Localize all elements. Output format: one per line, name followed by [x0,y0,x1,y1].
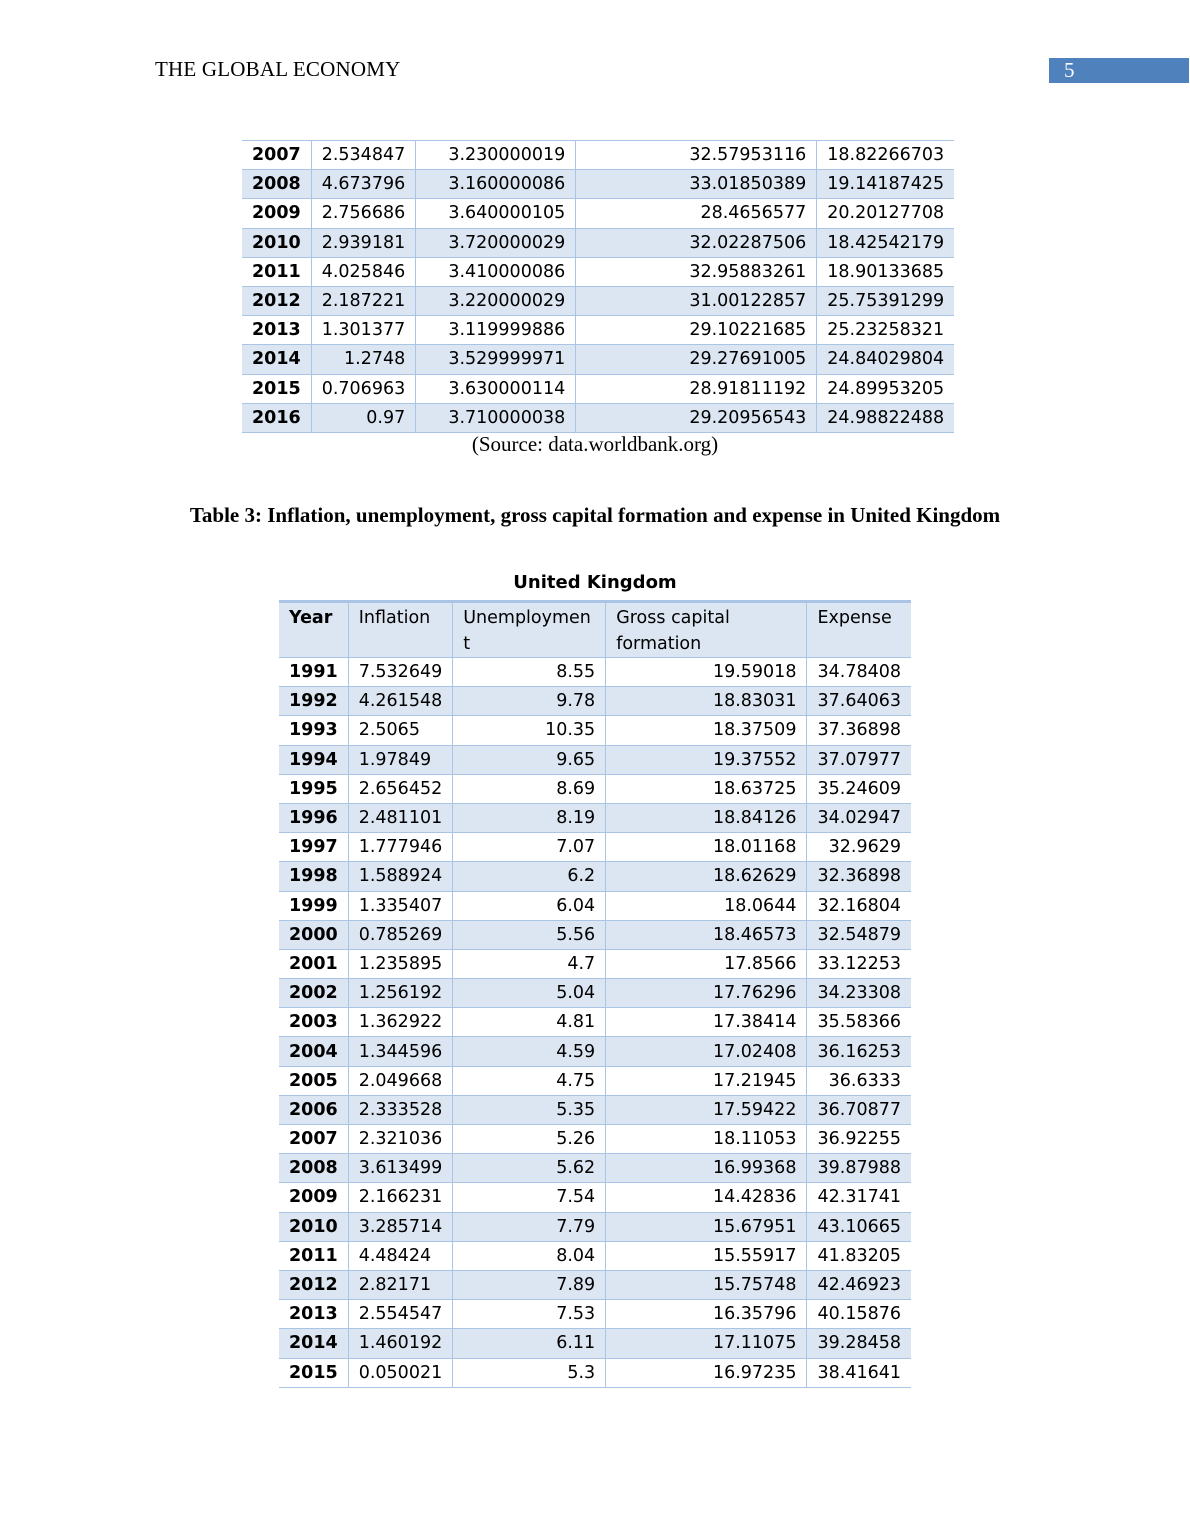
cell-inflation: 1.256192 [348,979,453,1008]
table-row [279,1241,911,1270]
cell-gross-capital-formation: 17.38414 [606,1008,807,1037]
table-row [279,1270,911,1299]
table-row [242,170,954,199]
table-row [279,891,911,920]
cell-year: 2008 [242,170,311,199]
cell-value: 3.710000038 [416,403,576,432]
table-caption: Table 3: Inflation, unemployment, gross capital formation and expense in United Kingdom [189,503,1001,527]
cell-gross-capital-formation: 15.75748 [606,1270,807,1299]
table-row [242,141,954,170]
cell-expense: 32.16804 [807,891,911,920]
cell-year: 2007 [242,141,311,170]
cell-unemployment: 4.59 [453,1037,606,1066]
cell-value: 0.97 [311,403,416,432]
header-gross-capital-formation: Gross capital formation [606,602,807,658]
source-note: (Source: data.worldbank.org) [471,432,719,456]
running-header-title: THE GLOBAL ECONOMY [155,57,401,81]
cell-expense: 37.07977 [807,745,911,774]
cell-year: 1997 [279,833,348,862]
cell-expense: 37.36898 [807,716,911,745]
cell-value: 4.025846 [311,257,416,286]
cell-value: 33.01850389 [576,170,817,199]
cell-gross-capital-formation: 18.63725 [606,774,807,803]
cell-value: 18.42542179 [817,228,954,257]
table-row [242,316,954,345]
cell-inflation: 1.344596 [348,1037,453,1066]
cell-expense: 34.23308 [807,979,911,1008]
cell-inflation: 7.532649 [348,658,453,687]
table-row [279,716,911,745]
cell-gross-capital-formation: 17.8566 [606,949,807,978]
cell-gross-capital-formation: 18.37509 [606,716,807,745]
cell-year: 2003 [279,1008,348,1037]
table-row [279,658,911,687]
cell-value: 3.640000105 [416,199,576,228]
cell-unemployment: 8.04 [453,1241,606,1270]
cell-value: 32.57953116 [576,141,817,170]
cell-year: 2014 [242,345,311,374]
cell-gross-capital-formation: 18.84126 [606,803,807,832]
cell-value: 18.82266703 [817,141,954,170]
cell-year: 2013 [242,316,311,345]
cell-gross-capital-formation: 19.37552 [606,745,807,774]
cell-year: 2014 [279,1329,348,1358]
cell-year: 1992 [279,687,348,716]
cell-expense: 35.58366 [807,1008,911,1037]
cell-year: 2010 [242,228,311,257]
cell-unemployment: 6.11 [453,1329,606,1358]
cell-inflation: 0.050021 [348,1358,453,1387]
cell-unemployment: 5.04 [453,979,606,1008]
cell-unemployment: 6.2 [453,862,606,891]
cell-gross-capital-formation: 17.11075 [606,1329,807,1358]
continued-data-table [242,140,954,433]
table-row [242,257,954,286]
cell-expense: 32.36898 [807,862,911,891]
cell-gross-capital-formation: 17.76296 [606,979,807,1008]
page-number: 5 [1049,58,1189,83]
cell-value: 20.20127708 [817,199,954,228]
cell-unemployment: 5.26 [453,1125,606,1154]
cell-inflation: 2.166231 [348,1183,453,1212]
cell-gross-capital-formation: 18.83031 [606,687,807,716]
cell-inflation: 1.588924 [348,862,453,891]
cell-unemployment: 7.89 [453,1270,606,1299]
cell-gross-capital-formation: 19.59018 [606,658,807,687]
table-row [279,774,911,803]
cell-value: 1.301377 [311,316,416,345]
cell-year: 2007 [279,1125,348,1154]
cell-expense: 40.15876 [807,1300,911,1329]
cell-gross-capital-formation: 16.99368 [606,1154,807,1183]
cell-unemployment: 7.07 [453,833,606,862]
table-row [279,1008,911,1037]
table-row [242,286,954,315]
cell-inflation: 1.235895 [348,949,453,978]
cell-year: 2012 [242,286,311,315]
cell-year: 1995 [279,774,348,803]
cell-value: 3.529999971 [416,345,576,374]
header-inflation: Inflation [348,602,453,658]
cell-year: 2009 [242,199,311,228]
cell-expense: 32.9629 [807,833,911,862]
cell-expense: 36.6333 [807,1066,911,1095]
cell-inflation: 1.335407 [348,891,453,920]
cell-expense: 42.31741 [807,1183,911,1212]
table-row [279,1358,911,1387]
cell-value: 25.75391299 [817,286,954,315]
cell-value: 29.27691005 [576,345,817,374]
cell-expense: 41.83205 [807,1241,911,1270]
table-row [279,1329,911,1358]
cell-gross-capital-formation: 18.46573 [606,920,807,949]
cell-gross-capital-formation: 17.02408 [606,1037,807,1066]
cell-year: 2015 [279,1358,348,1387]
cell-expense: 37.64063 [807,687,911,716]
cell-inflation: 2.481101 [348,803,453,832]
cell-value: 29.10221685 [576,316,817,345]
cell-unemployment: 4.7 [453,949,606,978]
table-row [279,1183,911,1212]
table-row [279,1154,911,1183]
cell-value: 1.2748 [311,345,416,374]
cell-value: 3.230000019 [416,141,576,170]
cell-inflation: 2.656452 [348,774,453,803]
cell-year: 2016 [242,403,311,432]
cell-expense: 43.10665 [807,1212,911,1241]
cell-value: 28.4656577 [576,199,817,228]
uk-data-table [279,600,911,1388]
cell-inflation: 0.785269 [348,920,453,949]
cell-year: 2001 [279,949,348,978]
cell-inflation: 2.82171 [348,1270,453,1299]
cell-unemployment: 6.04 [453,891,606,920]
cell-value: 24.98822488 [817,403,954,432]
cell-unemployment: 8.69 [453,774,606,803]
cell-expense: 36.92255 [807,1125,911,1154]
cell-year: 2011 [242,257,311,286]
table-row [242,374,954,403]
cell-year: 2004 [279,1037,348,1066]
cell-value: 0.706963 [311,374,416,403]
table-row [279,687,911,716]
cell-unemployment: 9.65 [453,745,606,774]
cell-value: 24.89953205 [817,374,954,403]
cell-value: 18.90133685 [817,257,954,286]
cell-gross-capital-formation: 18.11053 [606,1125,807,1154]
cell-unemployment: 8.19 [453,803,606,832]
cell-year: 2006 [279,1095,348,1124]
cell-year: 1999 [279,891,348,920]
cell-unemployment: 10.35 [453,716,606,745]
cell-unemployment: 4.81 [453,1008,606,1037]
cell-expense: 33.12253 [807,949,911,978]
cell-inflation: 1.362922 [348,1008,453,1037]
header-unemployment: Unemploymen t [453,602,606,658]
cell-unemployment: 5.62 [453,1154,606,1183]
table-row [279,803,911,832]
header-expense: Expense [807,602,911,658]
cell-year: 1994 [279,745,348,774]
cell-expense: 36.70877 [807,1095,911,1124]
cell-value: 3.160000086 [416,170,576,199]
cell-value: 31.00122857 [576,286,817,315]
cell-year: 2012 [279,1270,348,1299]
cell-inflation: 4.261548 [348,687,453,716]
cell-value: 28.91811192 [576,374,817,403]
table-row [279,979,911,1008]
cell-unemployment: 5.3 [453,1358,606,1387]
cell-expense: 36.16253 [807,1037,911,1066]
cell-year: 2002 [279,979,348,1008]
cell-unemployment: 7.53 [453,1300,606,1329]
cell-expense: 35.24609 [807,774,911,803]
cell-value: 3.220000029 [416,286,576,315]
cell-value: 32.95883261 [576,257,817,286]
table-row [279,949,911,978]
cell-value: 2.187221 [311,286,416,315]
cell-year: 1998 [279,862,348,891]
cell-gross-capital-formation: 18.0644 [606,891,807,920]
cell-year: 2009 [279,1183,348,1212]
cell-expense: 34.02947 [807,803,911,832]
cell-gross-capital-formation: 17.21945 [606,1066,807,1095]
cell-unemployment: 8.55 [453,658,606,687]
cell-value: 2.534847 [311,141,416,170]
table-row [242,403,954,432]
header-year: Year [279,602,348,658]
cell-value: 29.20956543 [576,403,817,432]
cell-value: 2.756686 [311,199,416,228]
cell-expense: 39.28458 [807,1329,911,1358]
cell-year: 1991 [279,658,348,687]
cell-gross-capital-formation: 15.55917 [606,1241,807,1270]
cell-value: 3.720000029 [416,228,576,257]
cell-inflation: 1.460192 [348,1329,453,1358]
table-row [279,1125,911,1154]
cell-year: 2011 [279,1241,348,1270]
cell-inflation: 1.777946 [348,833,453,862]
cell-year: 1993 [279,716,348,745]
cell-expense: 32.54879 [807,920,911,949]
cell-year: 2008 [279,1154,348,1183]
table-row [242,345,954,374]
table-row [279,745,911,774]
table-row [279,862,911,891]
cell-expense: 38.41641 [807,1358,911,1387]
cell-unemployment: 9.78 [453,687,606,716]
cell-inflation: 2.049668 [348,1066,453,1095]
table-row [279,1300,911,1329]
cell-inflation: 2.321036 [348,1125,453,1154]
cell-inflation: 3.613499 [348,1154,453,1183]
cell-gross-capital-formation: 14.42836 [606,1183,807,1212]
cell-unemployment: 5.35 [453,1095,606,1124]
cell-expense: 42.46923 [807,1270,911,1299]
cell-inflation: 1.97849 [348,745,453,774]
cell-unemployment: 7.79 [453,1212,606,1241]
cell-value: 32.02287506 [576,228,817,257]
cell-year: 2015 [242,374,311,403]
table-row [279,833,911,862]
cell-year: 1996 [279,803,348,832]
cell-inflation: 3.285714 [348,1212,453,1241]
cell-value: 19.14187425 [817,170,954,199]
table-row [279,1066,911,1095]
cell-year: 2005 [279,1066,348,1095]
cell-inflation: 4.48424 [348,1241,453,1270]
cell-value: 25.23258321 [817,316,954,345]
cell-gross-capital-formation: 17.59422 [606,1095,807,1124]
cell-value: 2.939181 [311,228,416,257]
cell-gross-capital-formation: 18.62629 [606,862,807,891]
cell-gross-capital-formation: 16.97235 [606,1358,807,1387]
table-row [279,920,911,949]
cell-expense: 34.78408 [807,658,911,687]
cell-year: 2010 [279,1212,348,1241]
cell-unemployment: 4.75 [453,1066,606,1095]
table-row [242,228,954,257]
cell-unemployment: 5.56 [453,920,606,949]
cell-gross-capital-formation: 15.67951 [606,1212,807,1241]
cell-gross-capital-formation: 16.35796 [606,1300,807,1329]
cell-expense: 39.87988 [807,1154,911,1183]
cell-year: 2013 [279,1300,348,1329]
table-row [242,199,954,228]
cell-unemployment: 7.54 [453,1183,606,1212]
cell-gross-capital-formation: 18.01168 [606,833,807,862]
cell-value: 3.630000114 [416,374,576,403]
cell-inflation: 2.5065 [348,716,453,745]
table-row [279,1037,911,1066]
table-title-country: United Kingdom [513,572,677,593]
table-header-row [279,602,911,658]
table-row [279,1095,911,1124]
cell-inflation: 2.333528 [348,1095,453,1124]
cell-inflation: 2.554547 [348,1300,453,1329]
cell-value: 3.410000086 [416,257,576,286]
cell-value: 24.84029804 [817,345,954,374]
cell-value: 3.119999886 [416,316,576,345]
cell-year: 2000 [279,920,348,949]
cell-value: 4.673796 [311,170,416,199]
table-row [279,1212,911,1241]
